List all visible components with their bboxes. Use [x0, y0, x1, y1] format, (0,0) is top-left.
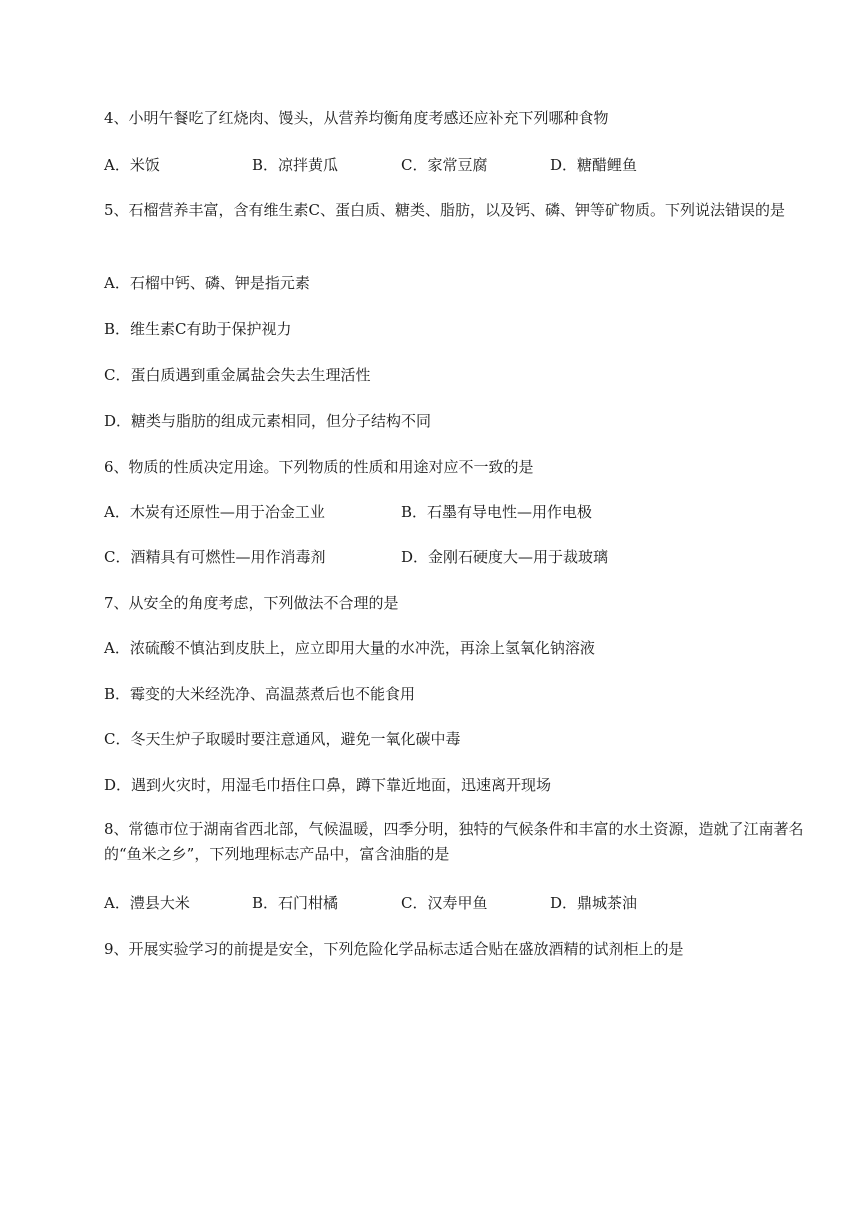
question-5-option-b: B．维生素C有助于保护视力 — [104, 320, 292, 338]
question-7-option-c: C．冬天生炉子取暖时要注意通风，避免一氧化碳中毒 — [104, 730, 461, 748]
question-6-option-a: A．木炭有还原性—用于冶金工业 — [104, 503, 325, 521]
question-4-option-d: D．糖醋鲤鱼 — [550, 156, 638, 174]
question-4-option-c: C．家常豆腐 — [401, 156, 488, 174]
question-4-stem: 4、小明午餐吃了红烧肉、馒头，从营养均衡角度考感还应补充下列哪种食物 — [104, 109, 609, 127]
question-8-option-a: A．澧县大米 — [104, 894, 190, 912]
question-7-option-d: D．遇到火灾时，用湿毛巾捂住口鼻，蹲下靠近地面，迅速离开现场 — [104, 776, 552, 794]
question-4-option-a: A．米饭 — [104, 156, 160, 174]
question-4-option-b: B．凉拌黄瓜 — [252, 156, 339, 174]
question-5-option-d: D．糖类与脂肪的组成元素相同，但分子结构不同 — [104, 412, 432, 430]
question-8-stem: 8、常德市位于湖南省西北部，气候温暖，四季分明，独特的气候条件和丰富的水土资源，造就了江南著名的“鱼米之乡”，下列地理标志产品中，富含油脂的是 — [104, 820, 804, 863]
question-8-option-b: B．石门柑橘 — [252, 894, 339, 912]
question-6-option-c: C．酒精具有可燃性—用作消毒剂 — [104, 548, 326, 566]
question-6-stem: 6、物质的性质决定用途。下列物质的性质和用途对应不一致的是 — [104, 458, 534, 476]
question-9-stem: 9、开展实验学习的前提是安全，下列危险化学品标志适合贴在盛放酒精的试剂柜上的是 — [104, 940, 684, 958]
question-5-stem: 5、石榴营养丰富，含有维生素C、蛋白质、糖类、脂肪，以及钙、磷、钾等矿物质。下列说法错误的是 — [104, 201, 786, 219]
question-7-option-a: A．浓硫酸不慎沾到皮肤上，应立即用大量的水冲洗，再涂上氢氧化钠溶液 — [104, 639, 595, 657]
question-8-option-c: C．汉寿甲鱼 — [401, 894, 488, 912]
question-6-option-b: B．石墨有导电性—用作电极 — [401, 503, 593, 521]
question-7-stem: 7、从安全的角度考虑，下列做法不合理的是 — [104, 594, 399, 612]
question-5-option-c: C．蛋白质遇到重金属盐会失去生理活性 — [104, 366, 371, 384]
question-7-option-b: B．霉变的大米经洗净、高温蒸煮后也不能食用 — [104, 685, 416, 703]
question-5-option-a: A．石榴中钙、磷、钾是指元素 — [104, 274, 310, 292]
question-6-option-d: D．金刚石硬度大—用于裁玻璃 — [401, 548, 609, 566]
question-8-option-d: D．鼎城茶油 — [550, 894, 638, 912]
